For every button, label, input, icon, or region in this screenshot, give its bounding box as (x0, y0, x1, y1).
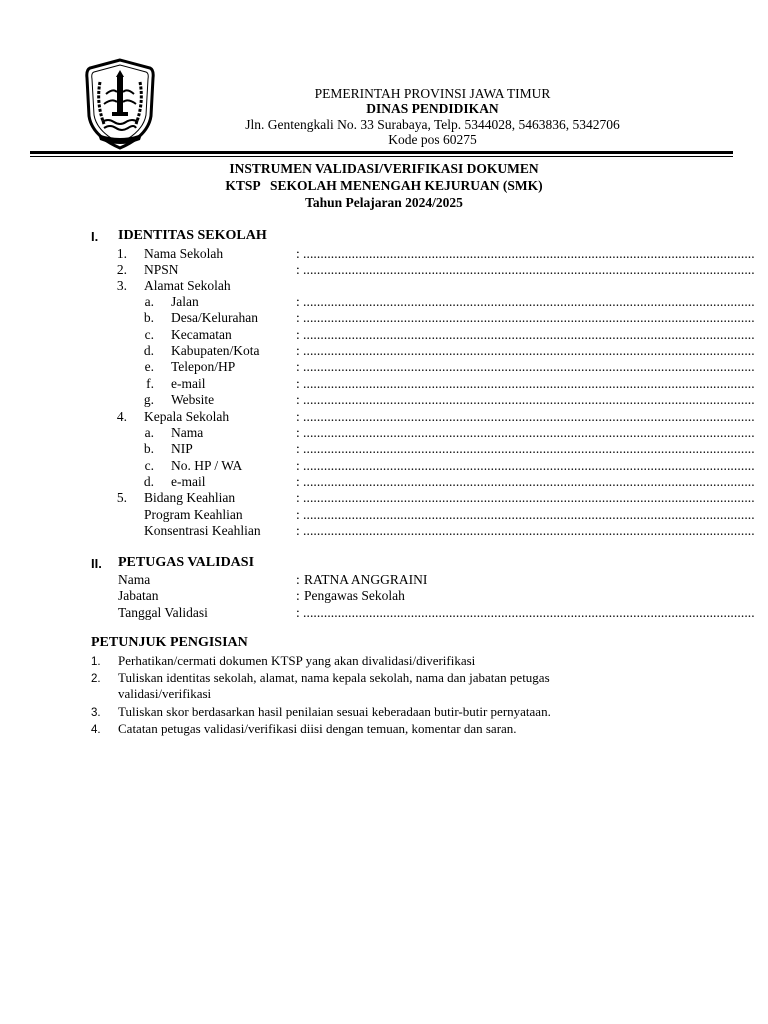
identity-row-label: NPSN (144, 262, 179, 277)
identity-row-number: 1. (116, 246, 127, 261)
identity-row-colon: : (296, 425, 300, 440)
identity-row-fill-line[interactable]: .................................................................................................................................. (303, 359, 755, 374)
validator-row-colon: : (296, 605, 300, 620)
identity-row-fill-line[interactable]: .................................................................................................................................. (303, 425, 755, 440)
identity-row (0, 474, 768, 490)
instruction-text: Perhatikan/cermati dokumen KTSP yang akan divalidasi/diverifikasi (118, 653, 476, 668)
identity-row-colon: : (296, 458, 300, 473)
identity-row-label: Kecamatan (171, 327, 232, 342)
identity-row-colon: : (296, 246, 300, 261)
validator-row-colon: : (296, 588, 300, 603)
identity-row (0, 425, 768, 441)
identity-row-label: No. HP / WA (171, 458, 243, 473)
identity-row (0, 392, 768, 408)
identity-row (0, 246, 768, 262)
identity-row-label: Bidang Keahlian (144, 490, 236, 505)
instruction-number: 2. (91, 673, 101, 685)
identity-row-label: e-mail (171, 474, 206, 489)
letterhead-agency: DINAS PENDIDIKAN (366, 101, 499, 116)
letterhead-address: Jln. Gentengkali No. 33 Surabaya, Telp. 5344028, 5463836, 5342706 (245, 117, 620, 132)
identity-row-number: d. (143, 343, 154, 358)
validator-row-label: Tanggal Validasi (118, 605, 208, 620)
identity-row-colon: : (296, 327, 300, 342)
identity-row-label: NIP (171, 441, 193, 456)
identity-row (0, 523, 768, 539)
validator-row (0, 588, 768, 604)
validator-row-label: Nama (118, 572, 151, 587)
identity-row-number: a. (144, 294, 154, 309)
instruction-text: Tuliskan skor berdasarkan hasil penilaian sesuai keberadaan butir-butir pernyataan. (118, 704, 551, 719)
identity-row (0, 507, 768, 523)
identity-row-label: Jalan (171, 294, 199, 309)
identity-row-label: Nama (171, 425, 204, 440)
letterhead-divider-thin (30, 156, 733, 157)
identity-row-label: Website (171, 392, 215, 407)
identity-row-number: a. (144, 425, 154, 440)
validator-row-value: RATNA ANGGRAINI (304, 572, 428, 587)
identity-row-number: f. (146, 376, 154, 391)
identity-row-colon: : (296, 310, 300, 325)
identity-row-fill-line[interactable]: .................................................................................................................................. (303, 490, 755, 505)
identity-row-fill-line[interactable]: .................................................................................................................................. (303, 507, 755, 522)
section-1-title: IDENTITAS SEKOLAH (118, 228, 267, 243)
instructions-title: PETUNJUK PENGISIAN (91, 635, 248, 650)
identity-row-number: 5. (116, 490, 127, 505)
letterhead-postcode: Kode pos 60275 (388, 132, 477, 147)
identity-row (0, 294, 768, 310)
identity-row-fill-line[interactable]: .................................................................................................................................. (303, 376, 755, 391)
document-title: INSTRUMEN VALIDASI/VERIFIKASI DOKUMEN (229, 161, 539, 176)
identity-row-fill-line[interactable]: .................................................................................................................................. (303, 246, 755, 261)
identity-row (0, 262, 768, 278)
identity-row-colon: : (296, 294, 300, 309)
letterhead-government: PEMERINTAH PROVINSI JAWA TIMUR (314, 86, 551, 101)
identity-row-fill-line[interactable]: .................................................................................................................................. (303, 474, 755, 489)
identity-row-label: Alamat Sekolah (144, 278, 231, 293)
identity-row-label: Desa/Kelurahan (171, 310, 258, 325)
identity-row-colon: : (296, 376, 300, 391)
letterhead-divider (30, 151, 733, 154)
identity-row (0, 278, 768, 294)
validator-row (0, 605, 768, 621)
identity-row-fill-line[interactable]: .................................................................................................................................. (303, 343, 755, 358)
identity-row-colon: : (296, 507, 300, 522)
identity-row-fill-line[interactable]: .................................................................................................................................. (303, 409, 755, 424)
instruction-text: Tuliskan identitas sekolah, alamat, nama kepala sekolah, nama dan jabatan petugas validasi/verifikasi (118, 670, 550, 701)
identity-row-label: e-mail (171, 376, 206, 391)
identity-row-number: 3. (116, 278, 127, 293)
identity-row-fill-line[interactable]: .................................................................................................................................. (303, 392, 755, 407)
section-2-title: PETUGAS VALIDASI (118, 555, 255, 570)
validator-row-colon: : (296, 572, 300, 587)
identity-row-number: c. (144, 458, 154, 473)
identity-row (0, 490, 768, 506)
identity-row-number: 2. (116, 262, 127, 277)
section-1-number: I. (91, 229, 99, 244)
identity-row-number: b. (143, 310, 154, 325)
identity-row-label: Nama Sekolah (144, 246, 224, 261)
identity-row-colon: : (296, 523, 300, 538)
identity-row-colon: : (296, 490, 300, 505)
identity-row-label: Konsentrasi Keahlian (144, 523, 261, 538)
instruction-number: 1. (91, 656, 101, 668)
identity-row-number: g. (143, 392, 154, 407)
identity-row-label: Program Keahlian (144, 507, 243, 522)
identity-row (0, 327, 768, 343)
identity-row-fill-line[interactable]: .................................................................................................................................. (303, 441, 755, 456)
identity-row-fill-line[interactable]: .................................................................................................................................. (303, 294, 755, 309)
document-year: Tahun Pelajaran 2024/2025 (305, 195, 463, 210)
identity-row-fill-line[interactable]: .................................................................................................................................. (303, 327, 755, 342)
identity-row-colon: : (296, 262, 300, 277)
identity-row-colon: : (296, 343, 300, 358)
identity-row (0, 441, 768, 457)
instruction-text: Catatan petugas validasi/verifikasi diisi dengan temuan, komentar dan saran. (118, 721, 517, 736)
validator-row-value: Pengawas Sekolah (304, 588, 405, 603)
identity-row-label: Telepon/HP (171, 359, 236, 374)
identity-row (0, 343, 768, 359)
validator-row-fill-line[interactable]: .................................................................................................................................. (303, 605, 755, 620)
validator-row-label: Jabatan (118, 588, 159, 603)
identity-row-fill-line[interactable]: .................................................................................................................................. (303, 458, 755, 473)
identity-row-colon: : (296, 441, 300, 456)
identity-row-label: Kepala Sekolah (144, 409, 230, 424)
identity-row (0, 359, 768, 375)
identity-row-colon: : (296, 409, 300, 424)
identity-row (0, 376, 768, 392)
identity-row-number: 4. (116, 409, 127, 424)
identity-row-fill-line[interactable]: .................................................................................................................................. (303, 523, 755, 538)
validator-row (0, 572, 768, 588)
identity-row-number: b. (143, 441, 154, 456)
identity-row-colon: : (296, 474, 300, 489)
identity-row-number: d. (143, 474, 154, 489)
identity-row (0, 310, 768, 326)
document-subtitle: KTSP SEKOLAH MENENGAH KEJURUAN (SMK) (225, 178, 543, 193)
identity-row-fill-line[interactable]: .................................................................................................................................. (303, 310, 755, 325)
identity-row (0, 458, 768, 474)
identity-row-fill-line[interactable]: .................................................................................................................................. (303, 262, 755, 277)
provincial-emblem-icon (84, 58, 156, 150)
instruction-number: 3. (91, 707, 101, 719)
identity-row-number: e. (144, 359, 154, 374)
identity-row-number: c. (144, 327, 154, 342)
instruction-number: 4. (91, 724, 101, 736)
identity-row-colon: : (296, 359, 300, 374)
section-2-number: II. (91, 556, 102, 571)
identity-row-label: Kabupaten/Kota (171, 343, 260, 358)
identity-row (0, 409, 768, 425)
identity-row-colon: : (296, 392, 300, 407)
